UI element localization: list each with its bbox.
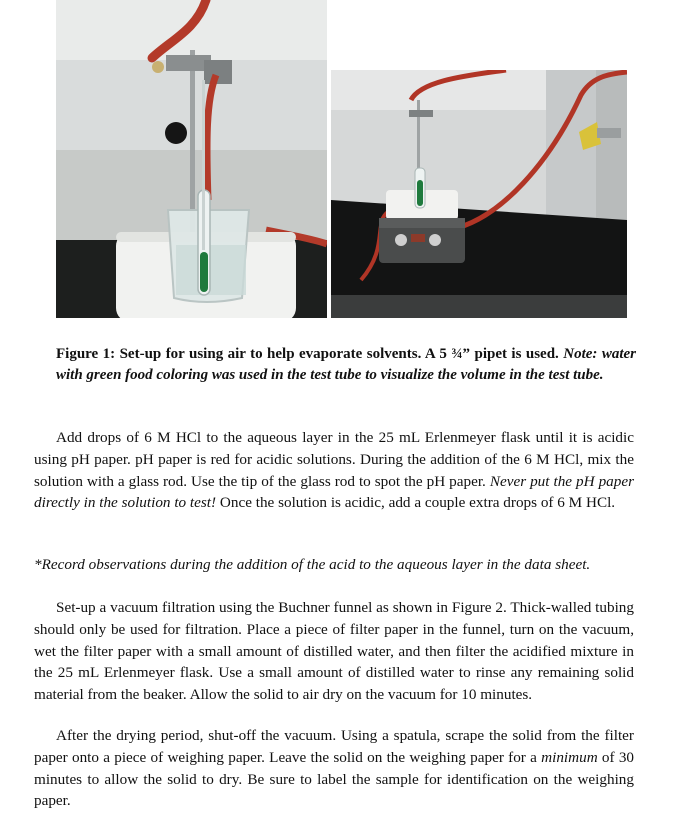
paragraph-vacuum-filtration [34,597,634,706]
paragraph-drying-tail: of 30 minutes to allow the solid to dry. Be sure to label the sample for identification on the weighing paper. [34,748,635,810]
left-photo-illustration [56,0,327,318]
paragraph-drying-head: After the drying period, shut-off the vacuum. Using a spatula, scrape the solid from the filter paper onto a piece of weighing paper. Leave the solid on the weighing paper for a [34,727,634,766]
paragraph-add-hcl [34,427,634,514]
figure-caption [56,344,636,386]
paragraph-add-hcl-text: Add drops of 6 M HCl to the aqueous layer in the 25 mL Erlenmeyer flask until it is acidic using pH paper. pH paper is red for acidic solutions. During the addition of the 6 M HCl, mix the solution with a glass rod. Use the tip of the glass rod to spot the pH paper. [34,429,634,490]
paragraph-vacuum-filtration-text: Set-up a vacuum filtration using the Buchner funnel as shown in Figure 2. Thick-walled tubing should only be used for filtration. Place a piece of filter paper in the funnel, turn on the vacuum, wet the filter paper with a small amount of distilled water, and then filter the acidified mixture in the 25 mL Erlenmeyer flask. Use a small amount of distilled water to rinse any remaining solid material from the beaker. Allow the solid to air dry on the vacuum for 10 minutes. [34,599,634,704]
right-photo-illustration [331,70,627,318]
paragraph-record-observations: *Record observations during the addition of the acid to the aqueous layer in the data sheet. [34,556,591,573]
figure-caption-note: Note: water with green food coloring was used in the test tube to visualize the volume in the test tube. [56,346,636,383]
figure-photo-left [56,0,327,318]
paragraph-drying [34,725,634,812]
figure-caption-lead: Figure 1: Set-up for using air to help evaporate solvents. A 5 ¾” pipet is used. [56,346,559,362]
paragraph-add-hcl-tail: Once the solution is acidic, add a couple extra drops of 6 M HCl. [219,494,616,512]
figure-photo-right [331,70,627,318]
paragraph-drying-emphasis: minimum [541,748,598,766]
paragraph-add-hcl-warning: Never put the pH paper directly in the solution to test! [34,472,635,512]
